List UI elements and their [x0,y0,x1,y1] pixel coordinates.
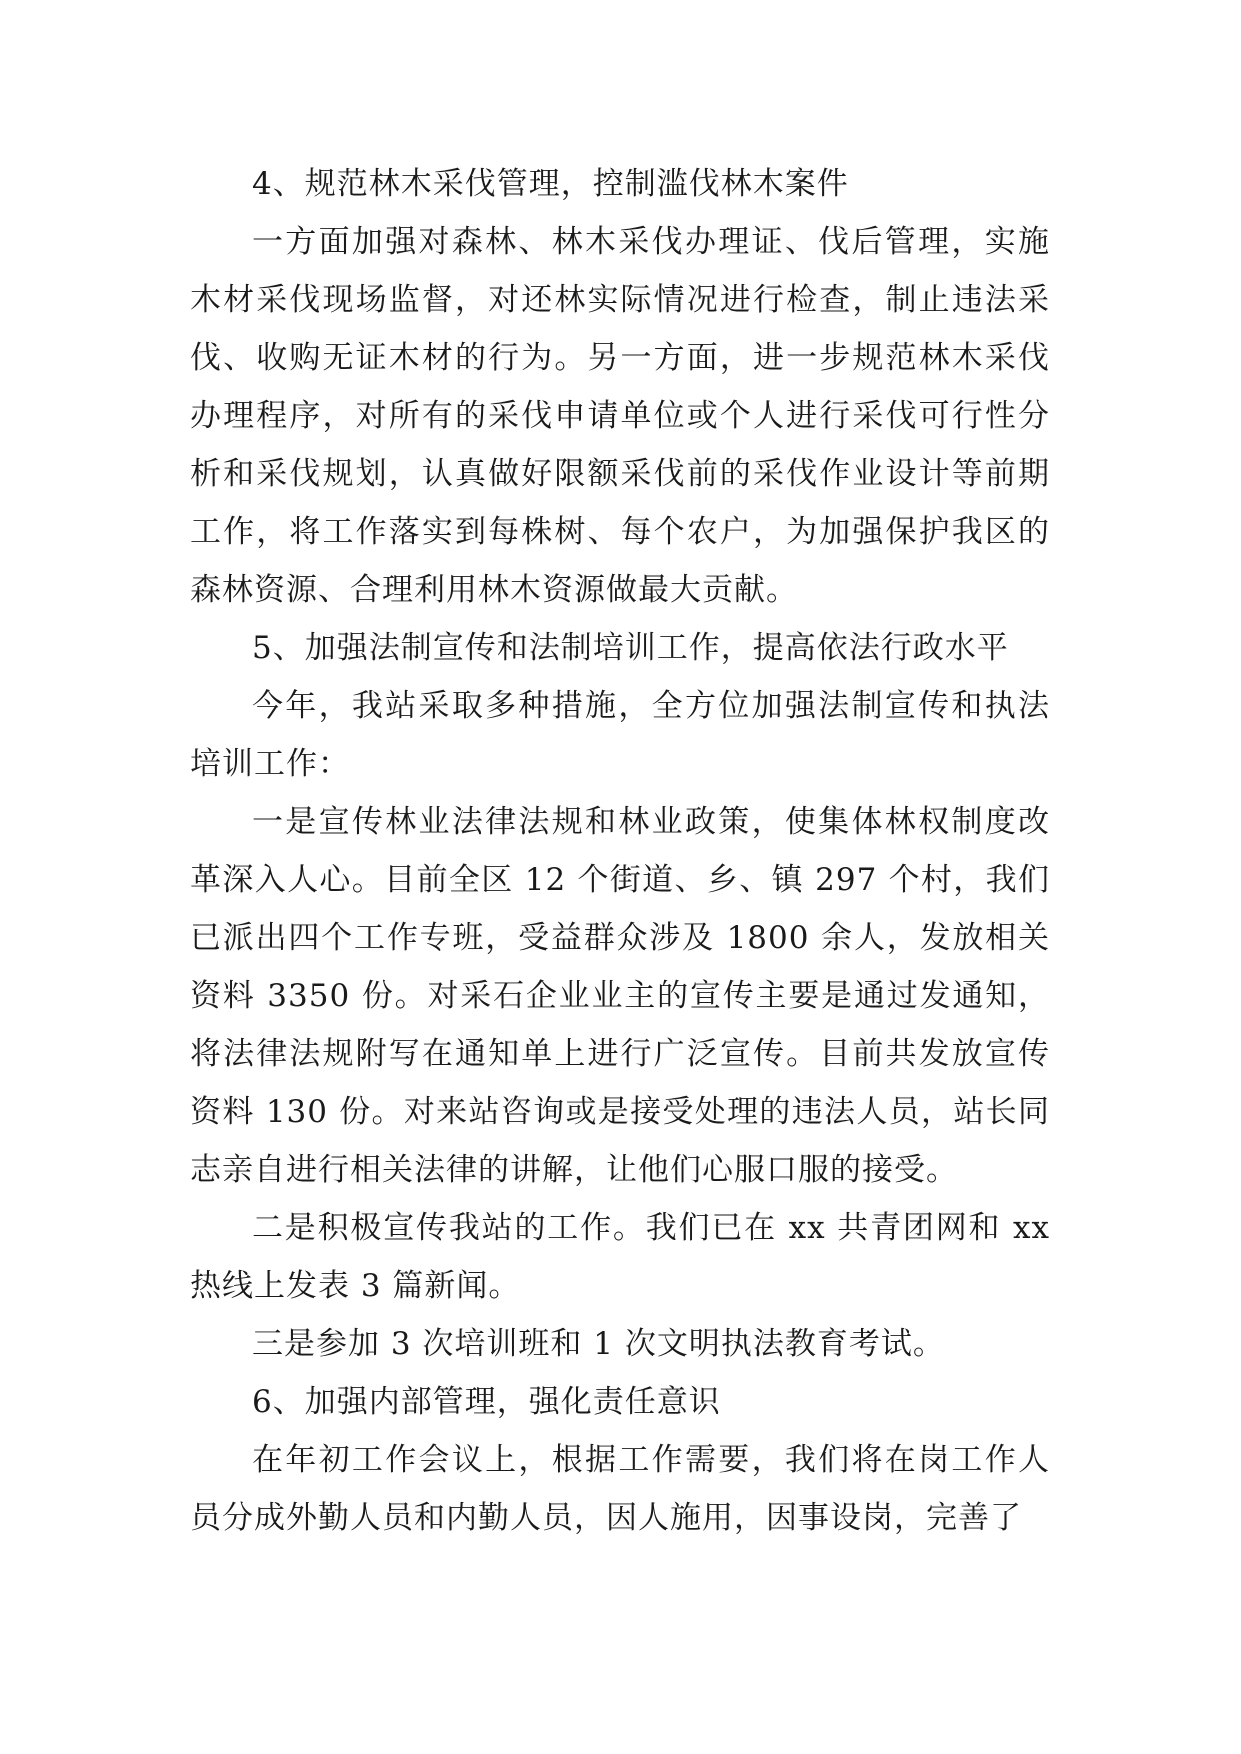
paragraph-publicity-item-3: 三是参加 3 次培训班和 1 次文明执法教育考试。 [252,1326,945,1362]
document-body [190,155,1050,1547]
paragraph-publicity-item-2: 二是积极宣传我站的工作。我们已在 xx 共青团网和 xx 热线上发表 3 篇新闻。 [190,1210,1050,1304]
paragraph-logging-management: 一方面加强对森林、林木采伐办理证、伐后管理，实施木材采伐现场监督，对还林实际情况进行检查，制止违法采伐、收购无证木材的行为。另一方面，进一步规范林木采伐办理程序，对所有的采伐申请单位或个人进行采伐可行性分析和采伐规划，认真做好限额采伐前的采伐作业设计等前期工作，将工作落实到每株树、每个农户，为加强保护我区的森林资源、合理利用林木资源做最大贡献。 [190,224,1050,608]
paragraph-publicity-item-1: 一是宣传林业法律法规和林业政策，使集体林权制度改革深入人心。目前全区 12 个街道、乡、镇 297 个村，我们已派出四个工作专班，受益群众涉及 1800 余人，发放相关资料 3350 份。对采石企业业主的宣传主要是通过发通知，将法律法规附写在通知单上进行广泛宣传。目前共发放宣传资料 130 份。对来站咨询或是接受处理的违法人员，站长同志亲自进行相关法律的讲解，让他们心服口服的接受。 [190,804,1050,1188]
paragraph-legal-publicity-intro: 今年，我站采取多种措施，全方位加强法制宣传和执法培训工作： [190,688,1050,782]
section-heading-4: 4、规范林木采伐管理，控制滥伐林木案件 [252,166,849,202]
section-heading-6: 6、加强内部管理，强化责任意识 [252,1384,721,1420]
paragraph-internal-management: 在年初工作会议上，根据工作需要，我们将在岗工作人员分成外勤人员和内勤人员，因人施用，因事设岗，完善了 [190,1442,1050,1536]
section-heading-5: 5、加强法制宣传和法制培训工作，提高依法行政水平 [252,630,1009,666]
